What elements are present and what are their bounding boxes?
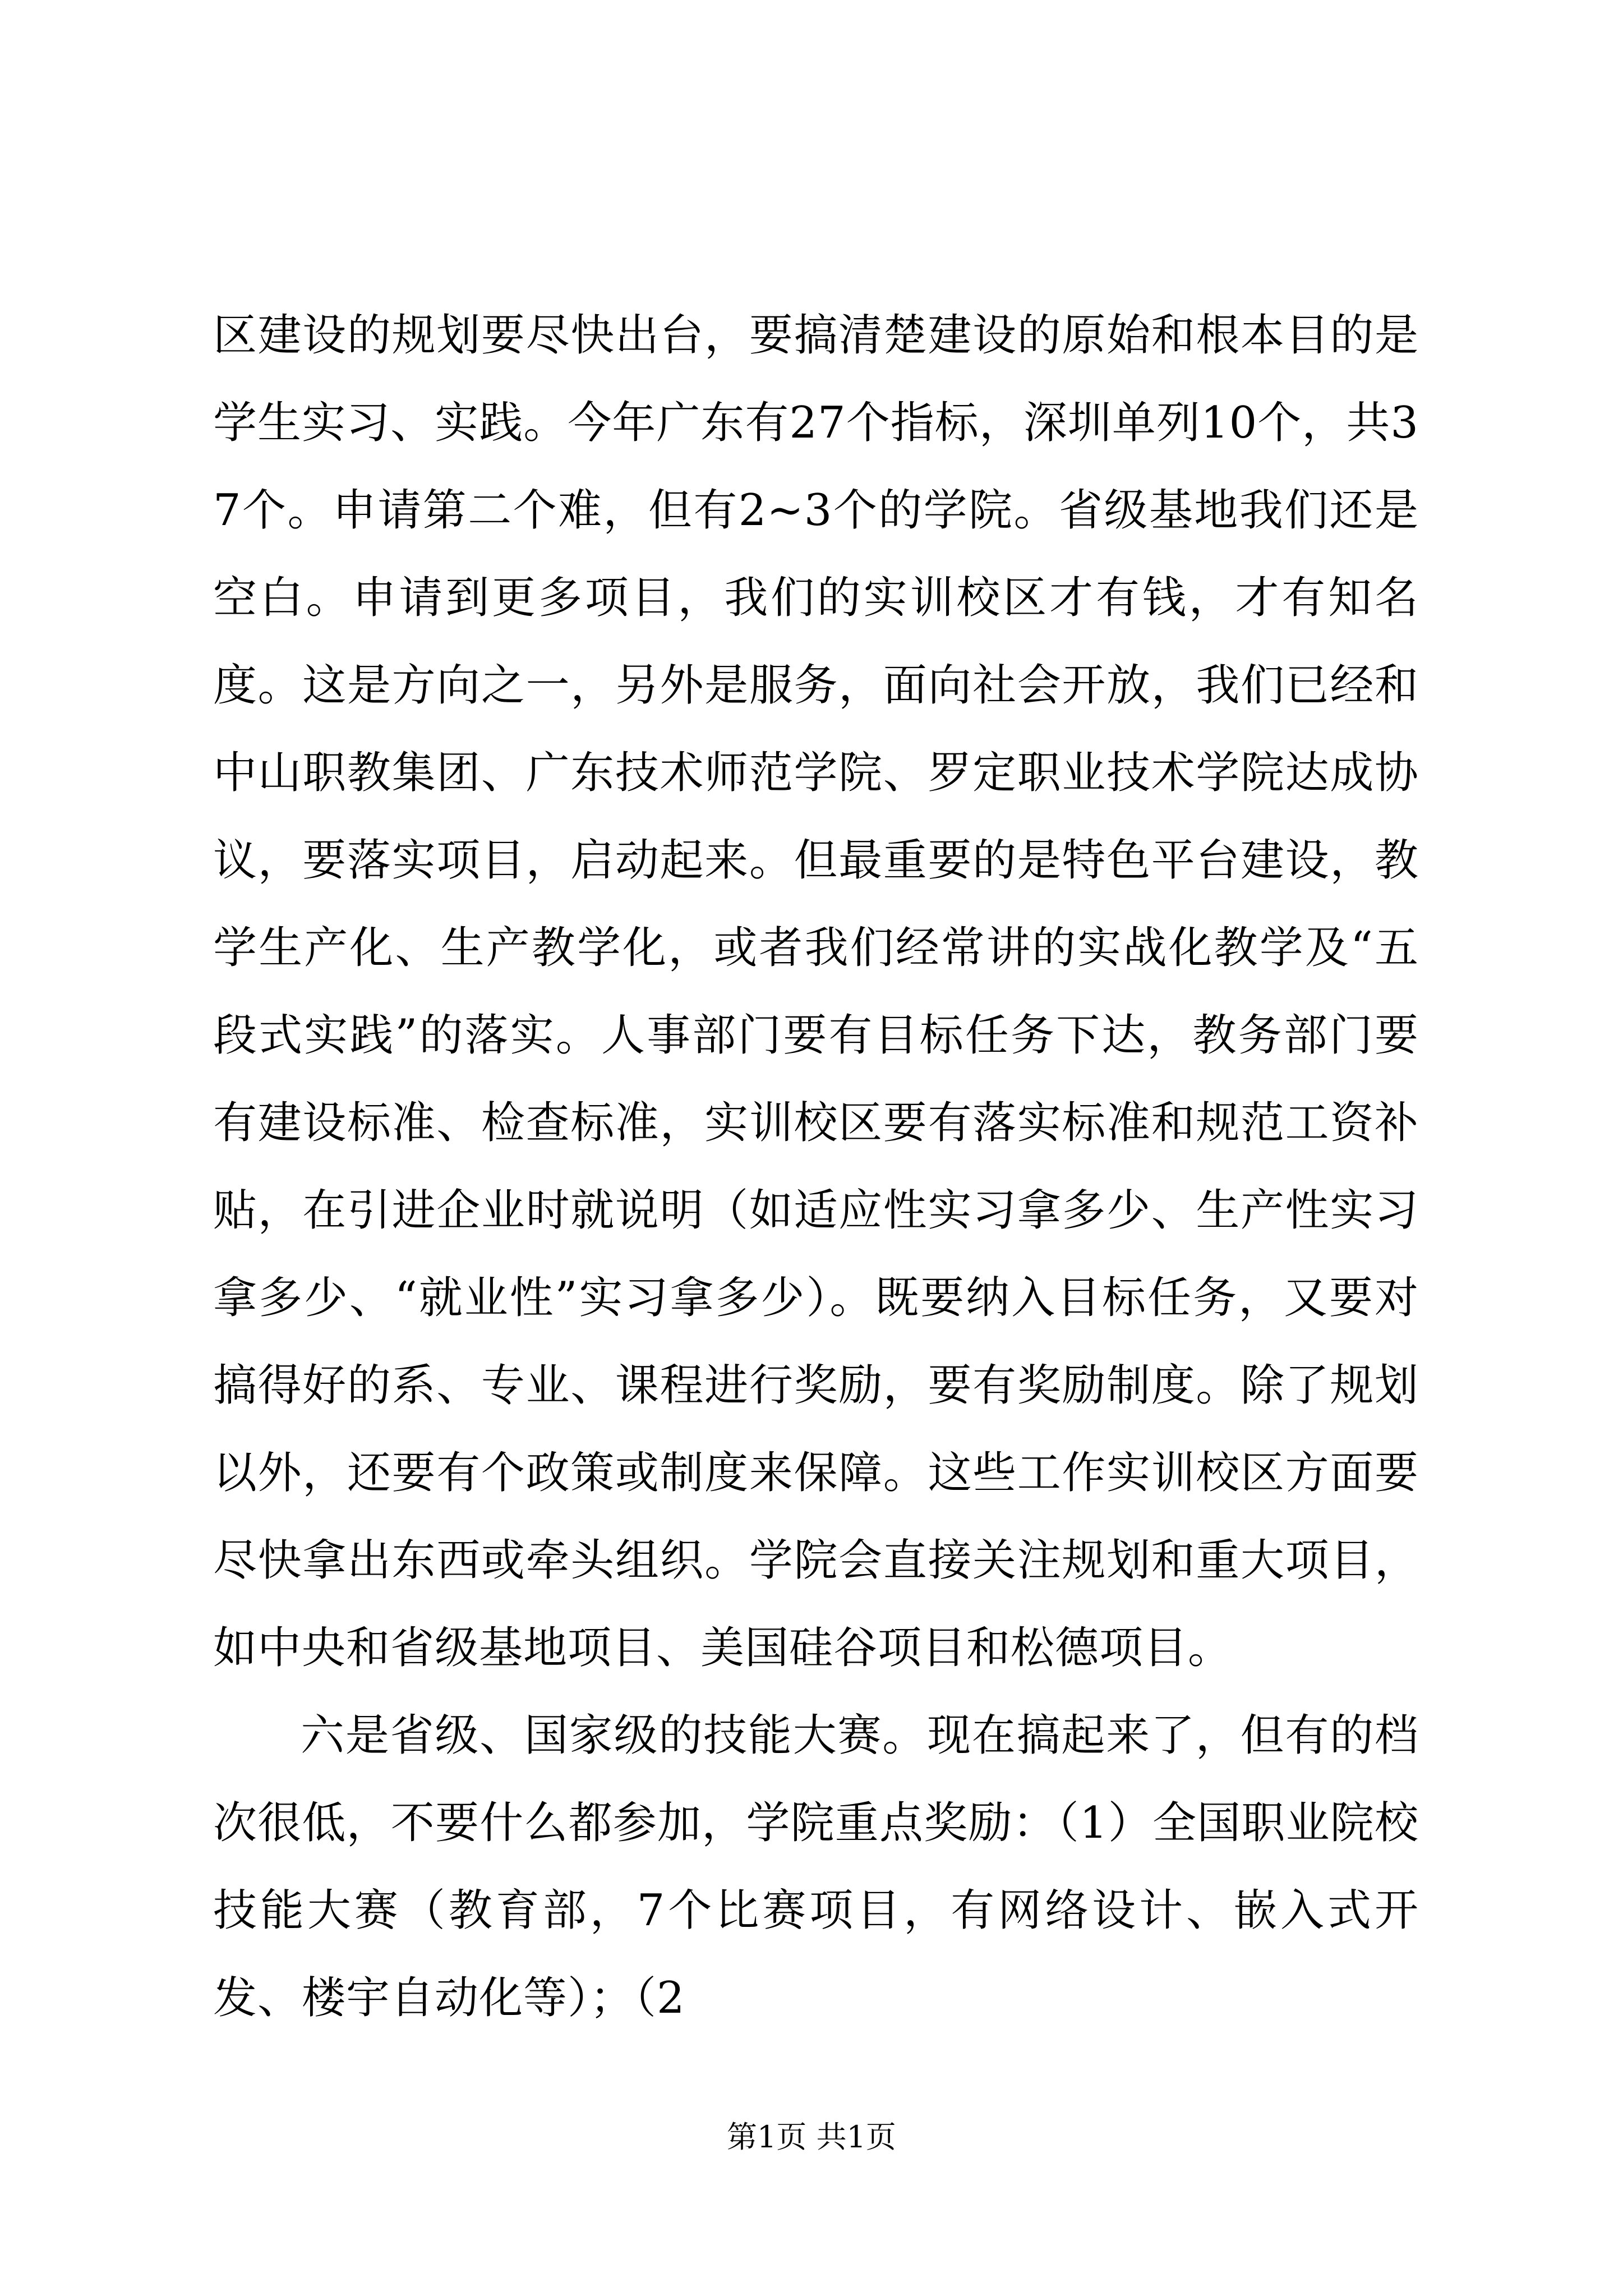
page-footer: 第1页 共1页 [727, 2119, 896, 2155]
paragraph-1: 区建设的规划要尽快出台，要搞清楚建设的原始和根本目的是学生实习、实践。今年广东有27个指标，深圳单列10个，共37个。申请第二个难，但有2~3个的学院。省级基地我们还是空白。申请到更多项目，我们的实训校区才有钱，才有知名度。这是方向之一，另外是服务，面向社会开放，我们已经和中山职教集团、广东技术师范学院、罗定职业技术学院达成协议，要落实项目，启动起来。但最重要的是特色平台建设，教学生产化、生产教学化，或者我们经常讲的实战化教学及“五段式实践”的落实。人事部门要有目标任务下达，教务部门要有建设标准、检查标准，实训校区要有落实标准和规范工资补贴，在引进企业时就说明（如适应性实习拿多少、生产性实习拿多少、“就业性”实习拿多少）。既要纳入目标任务，又要对搞得好的系、专业、课程进行奖励，要有奖励制度。除了规划以外，还要有个政策或制度来保障。这些工作实训校区方面要尽快拿出东西或牵头组织。学院会直接关注规划和重大项目，如中央和省级基地项目、美国硅谷项目和松德项目。 [213, 310, 1419, 1673]
paragraph-2: 六是省级、国家级的技能大赛。现在搞起来了，但有的档次很低，不要什么都参加，学院重点奖励：（1）全国职业院校技能大赛（教育部，7个比赛项目，有网络设计、嵌入式开发、楼宇自动化等）；（2 [213, 1710, 1419, 2023]
body-text [213, 292, 1419, 2042]
